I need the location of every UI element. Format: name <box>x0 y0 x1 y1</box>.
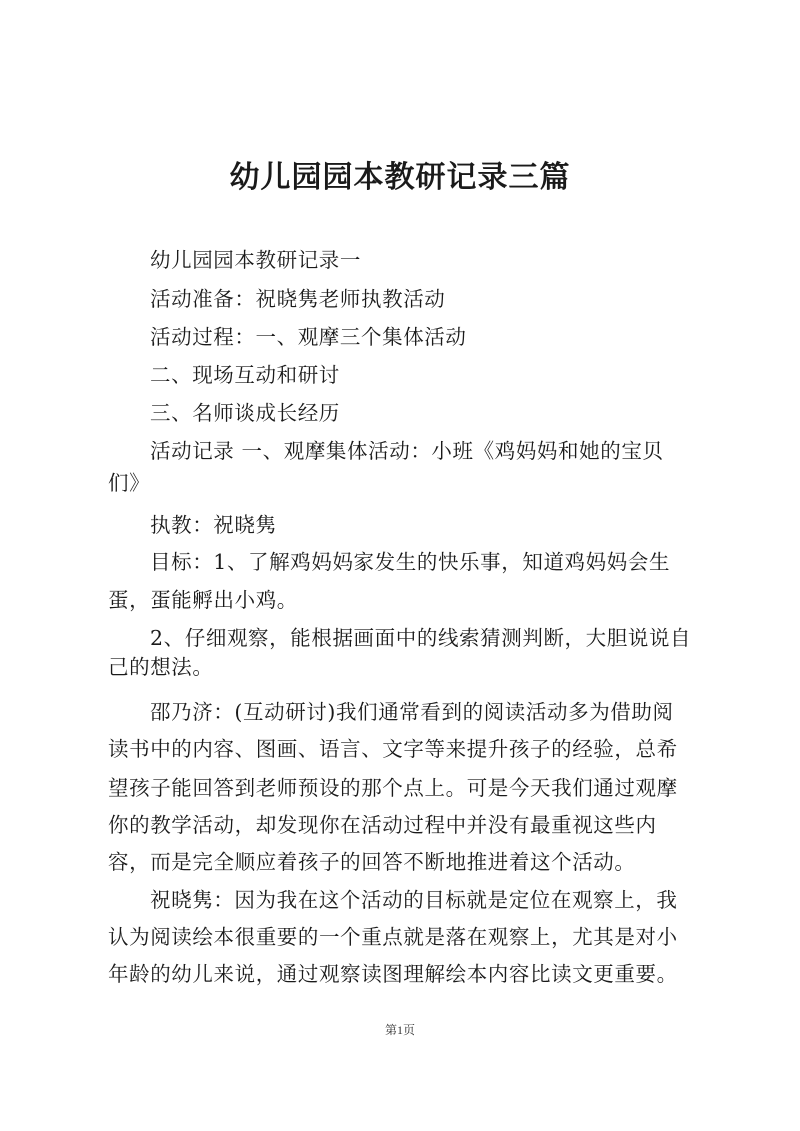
paragraph-line: 二、现场互动和研讨 <box>150 363 340 387</box>
paragraph-line: 认为阅读绘本很重要的一个重点就是落在观察上，尤其是对小 <box>108 925 678 949</box>
paragraph-line: 幼儿园园本教研记录一 <box>150 248 361 272</box>
paragraph-line: 读书中的内容、图画、语言、文字等来提升孩子的经验，总希 <box>108 737 678 761</box>
paragraph-line: 邵乃济：(互动研讨)我们通常看到的阅读活动多为借助阅 <box>150 700 674 724</box>
paragraph-line: 活动准备：祝晓隽老师执教活动 <box>150 287 446 311</box>
paragraph-line: 目标：1、了解鸡妈妈家发生的快乐事，知道鸡妈妈会生 <box>150 550 671 574</box>
page-number: 第1页 <box>384 1023 415 1037</box>
paragraph-line: 活动记录 一、观摩集体活动：小班《鸡妈妈和她的宝贝 <box>150 439 664 463</box>
paragraph-line: 2、仔细观察，能根据画面中的线索猜测判断，大胆说说自 <box>150 626 692 650</box>
document-title: 幼儿园园本教研记录三篇 <box>229 160 571 195</box>
paragraph-line: 年龄的幼儿来说，通过观察读图理解绘本内容比读文更重要。 <box>108 962 678 986</box>
paragraph-line: 活动过程：一、观摩三个集体活动 <box>150 325 467 349</box>
paragraph-line: 容，而是完全顺应着孩子的回答不断地推进着这个活动。 <box>108 850 636 874</box>
paragraph-line: 们》 <box>108 471 151 495</box>
paragraph-line: 三、名师谈成长经历 <box>150 401 340 425</box>
paragraph-line: 执教：祝晓隽 <box>150 513 277 537</box>
paragraph-line: 望孩子能回答到老师预设的那个点上。可是今天我们通过观摩 <box>108 776 678 800</box>
paragraph-line: 祝晓隽：因为我在这个活动的目标就是定位在观察上，我 <box>150 888 678 912</box>
paragraph-line: 己的想法。 <box>108 655 214 679</box>
paragraph-line: 蛋，蛋能孵出小鸡。 <box>108 588 298 612</box>
paragraph-line: 你的教学活动，却发现你在活动过程中并没有最重视这些内 <box>108 813 657 837</box>
